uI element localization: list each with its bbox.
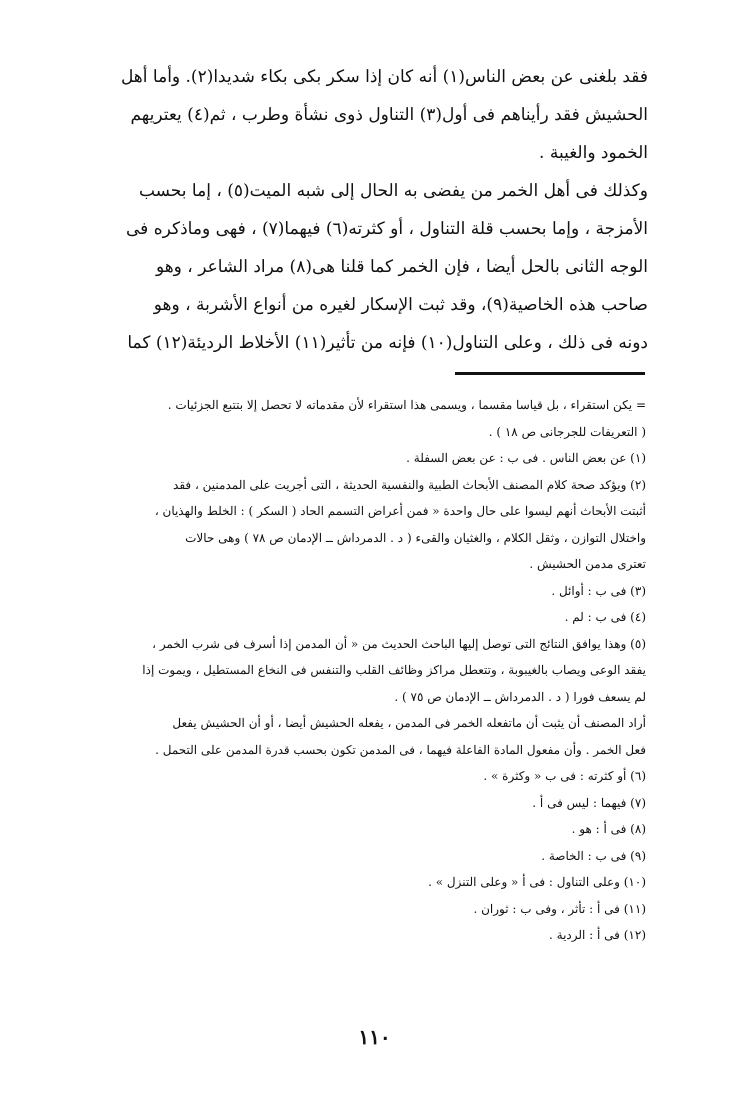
main-text-line: الخمود والغيبة . xyxy=(539,143,648,163)
footnote-line: واختلال التوازن ، وثقل الكلام ، والغثيان والقىء ( د . الدمرداش ــ الإدمان ص ٧٨ ) وهى حالات xyxy=(185,530,646,545)
footnote-line: أثبتت الأبحاث أنهم ليسوا على حال واحدة « فمن أعراض التسمم الحاد ( السكر ) : الخلط والهذيان ، xyxy=(154,504,646,518)
footnote-line: (٧) فيهما : ليس فى أ . xyxy=(532,795,646,810)
main-text-line: صاحب هذه الخاصية(٩)، وقد ثبت الإسكار لغيره من أنواع الأشربة ، وهو xyxy=(153,295,648,315)
footnote-line: ( التعريفات للجرجانى ص ١٨ ) . xyxy=(488,424,646,439)
footnote-line: (٨) فى أ : هو . xyxy=(571,822,646,836)
footnote-line: فعل الخمر . وأن مفعول المادة الفاعلة فيهما ، فى المدمن تكون بحسب قدرة المدمن على التحمل . xyxy=(155,742,646,757)
main-text-block xyxy=(58,58,648,362)
footnote-separator-rule xyxy=(455,372,645,375)
footnote-line: (٥) وهذا يوافق النتائج التى توصل إليها الباحث الحديث من « أن المدمن إذا أسرف فى شرب الخمر ، xyxy=(152,636,646,651)
main-text-line: الوجه الثانى بالحل أيضا ، فإن الخمر كما قلنا هى(٨) مراد الشاعر ، وهو xyxy=(155,257,648,277)
footnote-line: (٤) فى ب : لم . xyxy=(564,610,646,624)
page-number: ١١٠ xyxy=(358,1025,391,1049)
main-text-line: دونه فى ذلك ، وعلى التناول(١٠) فإنه من تأثير(١١) الأخلاط الرديئة(١٢) كما xyxy=(127,333,648,353)
main-text-line: الحشيش فقد رأيناهم فى أول(٣) التناول ذوى نشأة وطرب ، ثم(٤) يعتريهم xyxy=(130,105,648,125)
footnote-line: (١١) فى أ : تأثر ، وفى ب : ثوران . xyxy=(473,901,646,916)
footnote-line: (١٠) وعلى التناول : فى أ « وعلى التنزل » . xyxy=(428,875,646,889)
footnote-line: (٣) فى ب : أوائل . xyxy=(551,583,646,598)
footnote-line: = يكن استقراء ، بل قياسا مقسما ، ويسمى هذا استقراء لأن مقدماته لا تحصل إلا بتتبع الجزئيات . xyxy=(167,398,646,412)
footnote-line: (٩) فى ب : الخاصة . xyxy=(541,848,646,863)
footnote-line: يفقد الوعى ويصاب بالغيبوبة ، وتتعطل مراكز وظائف القلب والتنفس فى النخاع المستطيل ، ويموت إذا xyxy=(142,663,646,677)
footnotes-block xyxy=(58,392,646,949)
main-text-line: فقد بلغنى عن بعض الناس(١) أنه كان إذا سكر بكى بكاء شديدا(٢). وأما أهل xyxy=(120,67,648,87)
footnote-line: (١٢) فى أ : الردية . xyxy=(549,928,646,942)
footnote-line: (٦) أو كثرته : فى ب « وكثرة » . xyxy=(483,769,646,783)
footnote-line: لم يسعف فورا ( د . الدمرداش ــ الإدمان ص ٧٥ ) . xyxy=(394,689,646,704)
main-text-line: وكذلك فى أهل الخمر من يفضى به الحال إلى شبه الميت(٥) ، إما بحسب xyxy=(138,181,648,201)
footnote-line: أراد المصنف أن يثبت أن ماتفعله الخمر فى المدمن ، يفعله الحشيش أيضا ، أو أن الحشيش يفعل xyxy=(172,716,646,730)
footnote-line: (٢) ويؤكد صحة كلام المصنف الأبحاث الطبية والنفسية الحديثة ، التى أجريت على المدمنين ، فقد xyxy=(173,477,646,492)
footnote-line: تعترى مدمن الحشيش . xyxy=(529,557,646,571)
footnote-line: (١) عن بعض الناس . فى ب : عن بعض السفلة . xyxy=(406,451,646,465)
main-text-line: الأمزجة ، وإما بحسب قلة التناول ، أو كثرته(٦) فيهما(٧) ، فهى وماذكره فى xyxy=(126,219,648,239)
